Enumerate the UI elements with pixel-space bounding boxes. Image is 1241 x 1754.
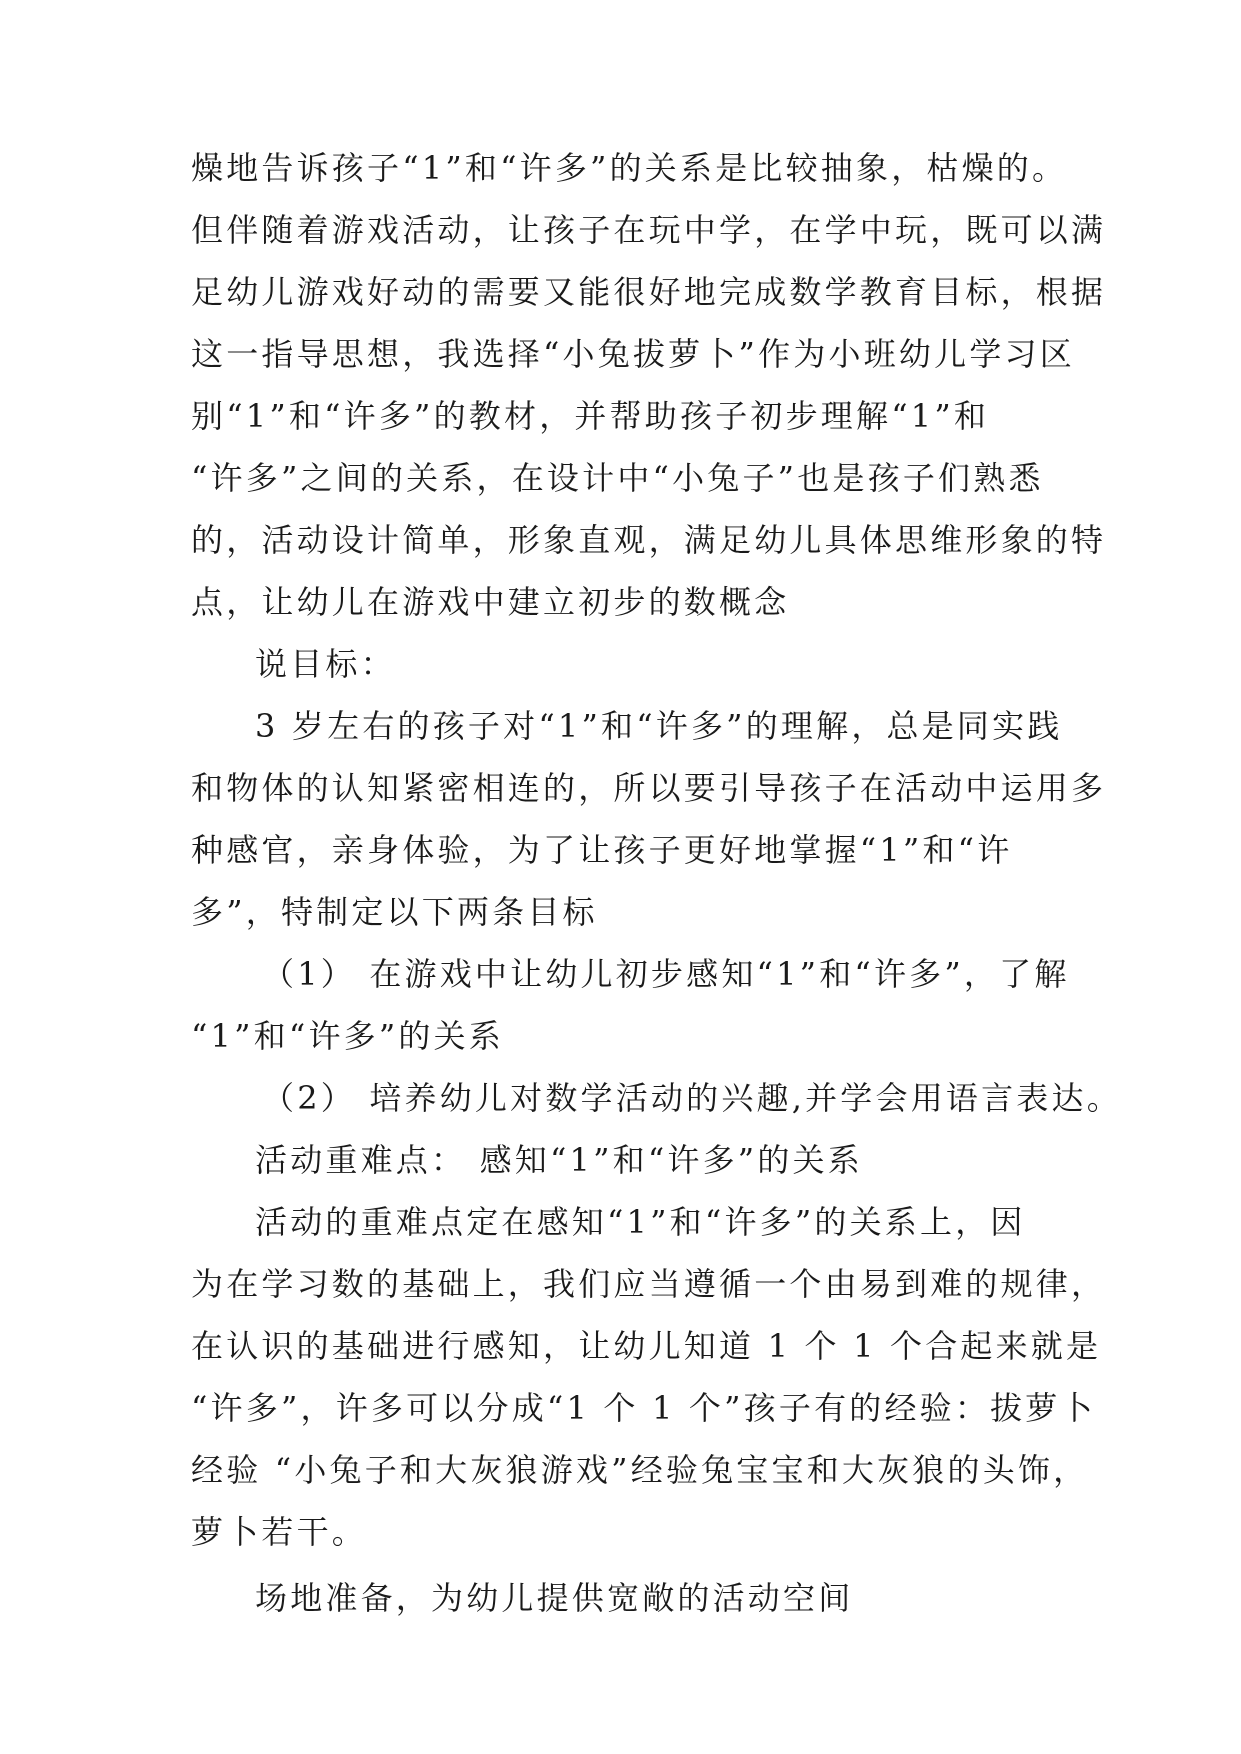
- text-line: “许多”之间的关系，在设计中“小兔子”也是孩子们熟悉: [191, 459, 1044, 497]
- text-line: 场地准备，为幼儿提供宽敞的活动空间: [255, 1579, 854, 1617]
- text-line: 别“1”和“许多”的教材，并帮助孩子初步理解“1”和: [191, 397, 990, 435]
- text-line: 3 岁左右的孩子对“1”和“许多”的理解，总是同实践: [255, 707, 1063, 745]
- text-line: 燥地告诉孩子“1”和“许多”的关系是比较抽象，枯燥的。: [191, 149, 1068, 187]
- text-line: 点，让幼儿在游戏中建立初步的数概念: [191, 583, 790, 621]
- list-item: （1） 在游戏中让幼儿初步感知“1”和“许多”，了解: [262, 955, 1070, 993]
- text-line: 萝卜若干。: [191, 1513, 368, 1551]
- text-line: 足幼儿游戏好动的需要又能很好地完成数学教育目标，根据: [191, 273, 1107, 311]
- text-line: 的，活动设计简单，形象直观，满足幼儿具体思维形象的特: [191, 521, 1107, 559]
- text-line: 为在学习数的基础上，我们应当遵循一个由易到难的规律，: [191, 1265, 1107, 1303]
- section-heading: 活动重难点： 感知“1”和“许多”的关系: [255, 1141, 863, 1179]
- text-line: 多”，特制定以下两条目标: [191, 893, 598, 931]
- text-line: 但伴随着游戏活动，让孩子在玩中学，在学中玩，既可以满: [191, 211, 1107, 249]
- text-line: 经验 “小兔子和大灰狼游戏”经验兔宝宝和大灰狼的头饰，: [191, 1451, 1089, 1489]
- section-heading: 说目标：: [255, 645, 396, 683]
- text-line: “1”和“许多”的关系: [191, 1017, 504, 1055]
- text-line: “许多”，许多可以分成“1 个 1 个”孩子有的经验：拔萝卜: [191, 1389, 1096, 1427]
- text-line: 和物体的认知紧密相连的，所以要引导孩子在活动中运用多: [191, 769, 1107, 807]
- text-line: 这一指导思想，我选择“小兔拔萝卜”作为小班幼儿学习区: [191, 335, 1075, 373]
- text-line: 活动的重难点定在感知“1”和“许多”的关系上，因: [255, 1203, 1026, 1241]
- text-line: 在认识的基础进行感知，让幼儿知道 1 个 1 个合起来就是: [191, 1327, 1102, 1365]
- list-item: （2） 培养幼儿对数学活动的兴趣,并学会用语言表达。: [262, 1079, 1122, 1117]
- text-line: 种感官，亲身体验，为了让孩子更好地掌握“1”和“许: [191, 831, 1013, 869]
